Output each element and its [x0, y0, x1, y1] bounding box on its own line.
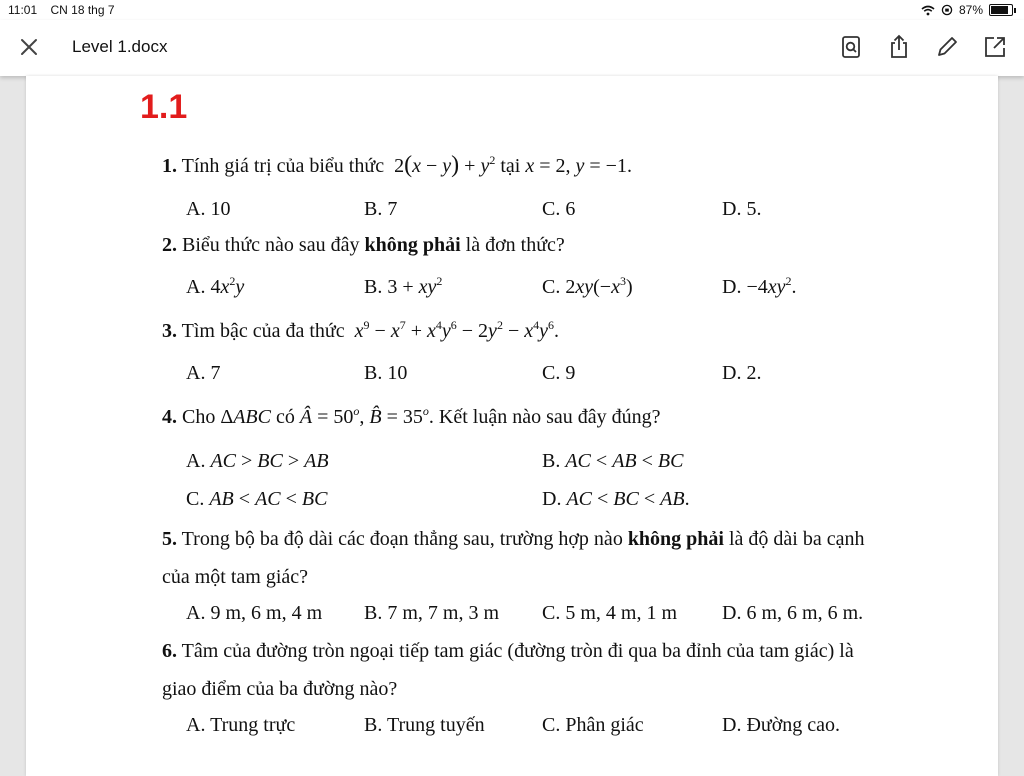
battery-tip [1014, 8, 1016, 13]
option-d: D. 2. [722, 362, 762, 384]
math-expression: ΔABC [220, 406, 271, 428]
question-number: 3. [162, 320, 177, 342]
document-title: Level 1.docx [72, 37, 168, 56]
question-text: Tìm bậc của đa thức [181, 320, 345, 342]
question-4 [162, 406, 661, 429]
question-5-continuation: của một tam giác? [162, 566, 309, 588]
document-toolbar [0, 20, 1024, 76]
option-a: A. $4x^2y$ [186, 274, 245, 298]
option-b: B. Trung tuyến [364, 714, 485, 736]
question-3 [162, 320, 559, 343]
option-a: A. AC > BC > AB [186, 450, 329, 472]
question-text: Biểu thức nào sau đây [182, 234, 360, 256]
open-external-icon[interactable] [982, 34, 1008, 60]
share-icon[interactable] [886, 34, 912, 60]
question-text: Tâm của đường tròn ngoại tiếp tam giác (đường tròn đi qua ba đỉnh của tam giác) là [181, 640, 854, 662]
math-expression: $2(x - y) + y^2$ [389, 152, 496, 178]
math-expression: $x^9 - x^7 + x^4y^6 - 2y^2 - x^4y^6$. [354, 318, 559, 342]
question-bold-text: không phải [364, 234, 461, 256]
status-bar [0, 0, 1024, 20]
option-c: C. Phân giác [542, 714, 644, 736]
question-5 [162, 528, 864, 551]
question-text: Cho [182, 406, 216, 428]
edit-pencil-icon[interactable] [934, 34, 960, 60]
status-time: 11:01 [8, 3, 38, 17]
option-d: D. Đường cao. [722, 714, 841, 736]
question-6 [162, 640, 854, 663]
question-text: Tính giá trị của biểu thức [181, 155, 385, 177]
question-1 [162, 152, 632, 179]
status-date: CN 18 thg 7 [50, 3, 115, 17]
question-number: 6. [162, 640, 177, 662]
option-c: C. $2xy(-x^3)$ [542, 274, 633, 298]
battery-percent: 87% [958, 3, 983, 17]
option-b: B. 7 m, 7 m, 3 m [364, 602, 500, 624]
question-text: . Kết luận nào sau đây đúng? [428, 406, 661, 428]
battery-icon [989, 4, 1013, 16]
question-number: 4. [162, 406, 177, 428]
question-text: là độ dài ba cạnh [728, 528, 865, 550]
option-d: D. 6 m, 6 m, 6 m. [722, 602, 864, 624]
question-number: 1. [162, 155, 177, 177]
option-b: B. AC < AB < BC [542, 450, 684, 472]
option-c: C. 6 [542, 198, 576, 220]
option-a: A. 7 [186, 362, 221, 384]
question-text: là đơn thức? [465, 234, 565, 256]
math-expression: x = 2, y = −1 [525, 155, 627, 177]
question-6-continuation: giao điểm của ba đường nào? [162, 678, 398, 700]
math-expression: Â = $50^o$, B̂ = $35^o$ [299, 404, 429, 428]
option-d: D. AC < BC < AB. [542, 488, 690, 510]
search-doc-icon[interactable] [838, 34, 864, 60]
question-text: . [626, 155, 632, 177]
option-b: B. 10 [364, 362, 408, 384]
option-d: D. $-4xy^2$. [722, 274, 797, 298]
orientation-lock-icon [941, 4, 953, 16]
question-2 [162, 234, 565, 257]
question-text: Trong bộ ba độ dài các đoạn thẳng sau, trường hợp nào [181, 528, 623, 550]
question-text: có [276, 406, 295, 428]
option-b: B. 7 [364, 198, 398, 220]
option-b: B. $3 + xy^2$ [364, 274, 443, 298]
question-text: tại [500, 155, 521, 177]
wifi-icon [921, 5, 935, 16]
option-a: A. 10 [186, 198, 231, 220]
question-number: 5. [162, 528, 177, 550]
option-c: C. 9 [542, 362, 576, 384]
option-d: D. 5. [722, 198, 762, 220]
option-c: C. AB < AC < BC [186, 488, 328, 510]
option-c: C. 5 m, 4 m, 1 m [542, 602, 678, 624]
section-heading: 1.1 [140, 88, 188, 126]
option-a: A. Trung trực [186, 714, 296, 736]
option-a: A. 9 m, 6 m, 4 m [186, 602, 323, 624]
question-number: 2. [162, 234, 177, 256]
document-page [26, 76, 998, 776]
close-icon[interactable] [18, 36, 40, 58]
question-bold-text: không phải [627, 528, 724, 550]
